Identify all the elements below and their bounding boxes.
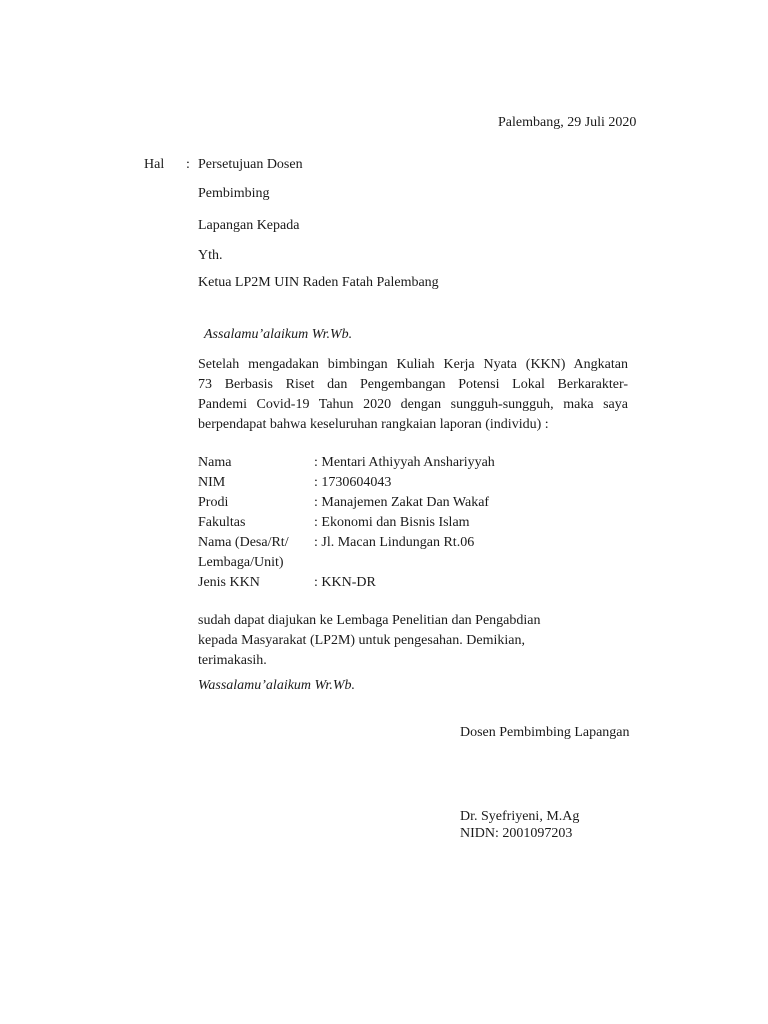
detail-label: Fakultas	[198, 515, 246, 530]
closing-line: terimakasih.	[198, 653, 267, 668]
subject-line-3: Lapangan Kepada	[198, 218, 300, 233]
intro-line: Pandemi Covid-19 Tahun 2020 dengan sungguh-sungguh, maka saya	[198, 397, 628, 412]
detail-label: Prodi	[198, 495, 229, 510]
detail-value: : Mentari Athiyyah Anshariyyah	[314, 455, 495, 470]
detail-value: : Jl. Macan Lindungan Rt.06	[314, 535, 475, 550]
recipient-line: Ketua LP2M UIN Raden Fatah Palembang	[198, 275, 439, 290]
subject-line-1: Persetujuan Dosen	[198, 157, 303, 172]
subject-line-2: Pembimbing	[198, 186, 270, 201]
closing-line: kepada Masyarakat (LP2M) untuk pengesahan. Demikian,	[198, 633, 525, 648]
signature-nidn: NIDN: 2001097203	[460, 826, 573, 841]
detail-label: Jenis KKN	[198, 575, 260, 590]
detail-label: Nama	[198, 455, 232, 470]
intro-line: 73 Berbasis Riset dan Pengembangan Potensi Lokal Berkarakter-	[198, 377, 628, 392]
detail-value: : Manajemen Zakat Dan Wakaf	[314, 495, 490, 510]
detail-label: NIM	[198, 475, 226, 490]
closing-line: sudah dapat diajukan ke Lembaga Penelitian dan Pengabdian	[198, 613, 541, 628]
signature-title: Dosen Pembimbing Lapangan	[460, 725, 630, 740]
subject-line-4: Yth.	[198, 248, 223, 263]
place-date: Palembang, 29 Juli 2020	[498, 115, 637, 130]
detail-value: : 1730604043	[314, 475, 392, 490]
subject-label: Hal	[144, 157, 165, 172]
farewell: Wassalamu’alaikum Wr.Wb.	[198, 678, 355, 693]
detail-label: Nama (Desa/Rt/	[198, 535, 289, 550]
intro-paragraph	[198, 355, 628, 435]
subject-separator: :	[186, 157, 190, 172]
detail-label: Lembaga/Unit)	[198, 555, 284, 570]
closing-paragraph	[198, 611, 541, 671]
intro-line: berpendapat bahwa keseluruhan rangkaian laporan (individu) :	[198, 417, 549, 432]
signature-name: Dr. Syefriyeni, M.Ag	[460, 809, 580, 824]
greeting: Assalamu’alaikum Wr.Wb.	[204, 327, 353, 342]
detail-value: : KKN-DR	[314, 575, 376, 590]
intro-line: Setelah mengadakan bimbingan Kuliah Kerja Nyata (KKN) Angkatan	[198, 357, 628, 372]
detail-value: : Ekonomi dan Bisnis Islam	[314, 515, 470, 530]
